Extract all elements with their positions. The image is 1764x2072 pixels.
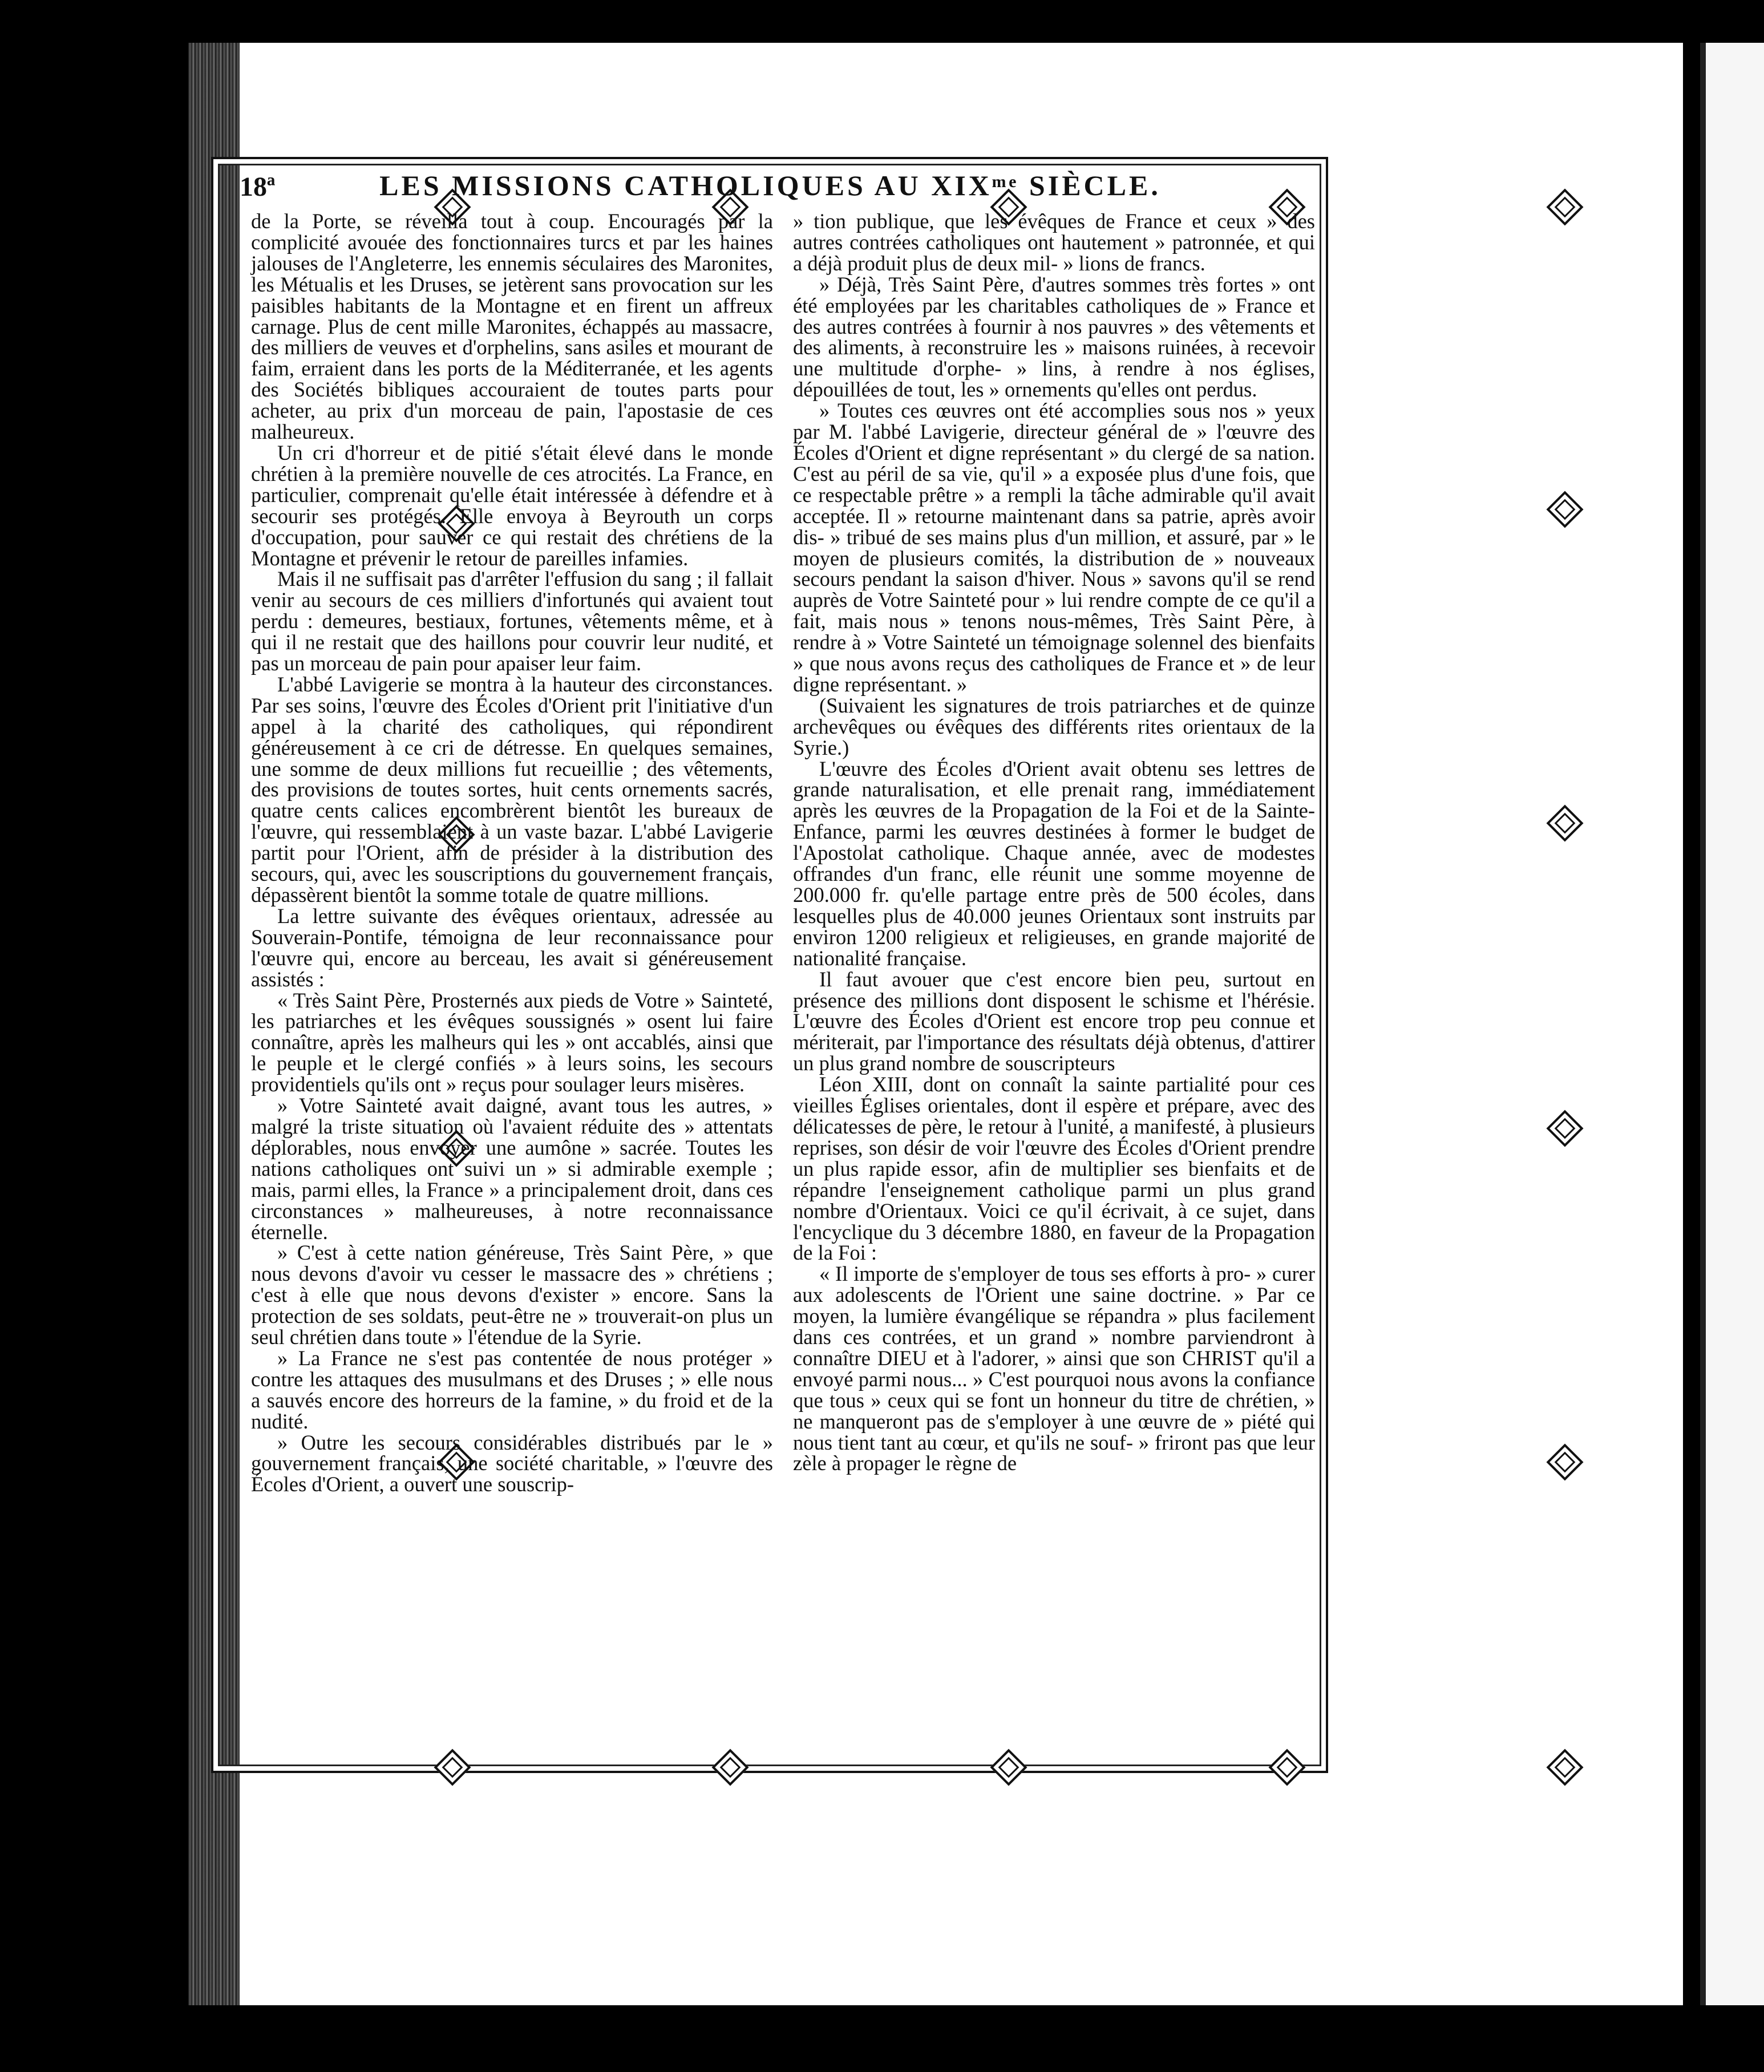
quoted-paragraph: « Très Saint Père, Prosternés aux pieds de Votre » Sainteté, les patriarches et les évêques soussignés » osent lui faire connaître, après les malheurs qui les » ont accablés, ainsi que le peuple et le clergé confiés » à leurs soins, les secours providentiels qu'ils ont » reçus pour soulager leurs misères.	[251, 988, 773, 1096]
quoted-paragraph: » Outre les secours considérables distribués par le » gouvernement français, une société charitable, » l'œuvre des Écoles d'Orient, a ouvert une souscrip-	[251, 1430, 773, 1496]
left-column	[251, 211, 773, 1495]
paragraph: de la Porte, se réveilla tout à coup. Encouragés par la complicité avouée des fonctionnaires turcs et par les haines jalouses de l'Angleterre, les ennemis séculaires des Maronites, les Métualis et les Druses, se jetèrent sans provocation sur les paisibles habitants de la Montagne et en firent un affreux carnage. Plus de cent mille Maronites, échappés au massacre, des milliers de veuves et d'orphelins, sans asiles et mourant de faim, erraient dans les ports de la Méditerranée, et les agents des Sociétés bibliques accouraient de toutes parts pour acheter, au prix d'un morceau de pain, l'apostasie de ces malheureux.	[251, 209, 773, 444]
paragraph: (Suivaient les signatures de trois patriarches et de quinze archevêques ou évêques des différents rites orientaux de la Syrie.)	[793, 693, 1315, 759]
paragraph: Il faut avouer que c'est encore bien peu, surtout en présence des millions dont disposent le schisme et l'hérésie. L'œuvre des Écoles d'Orient est encore trop peu connue et mériterait, par l'importance des résultats déjà obtenus, d'attirer un plus grand nombre de souscripteurs	[793, 967, 1315, 1075]
quoted-paragraph: » C'est à cette nation généreuse, Très Saint Père, » que nous devons d'avoir vu cesser le massacre des » chrétiens ; c'est à elle que nous devons d'exister » encore. Sans la protection de ses soldats, peut-être ne » trouverait-on plus un seul chrétien dans toute » l'étendue de la Syrie.	[251, 1241, 773, 1349]
quoted-paragraph: » tion publique, que les évêques de France et ceux » des autres contrées catholiques ont hautement » patronnée, et qui a déjà produit plus de deux mil- » lions de francs.	[793, 209, 1315, 275]
running-title: LES MISSIONS CATHOLIQUES AU XIXᵐᵉ SIÈCLE.	[379, 169, 1161, 201]
paragraph: Mais il ne suffisait pas d'arrêter l'effusion du sang ; il fallait venir au secours de ces milliers d'infortunés qui avaient tout perdu : demeures, bestiaux, fortunes, vêtements même, et à qui il ne restait que des haillons pour couvrir leur nudité, et pas un morceau de pain pour apaiser leur faim.	[251, 567, 773, 675]
paragraph: Un cri d'horreur et de pitié s'était élevé dans le monde chrétien à la première nouvelle de ces atrocités. La France, en particulier, comprenait qu'elle était intéressée à défendre et à secourir ses protégés. Elle envoya à Beyrouth un corps d'occupation, pour sauver ce qui restait des chrétiens de la Montagne et prévenir le retour de pareilles infamies.	[251, 440, 773, 570]
quoted-paragraph: » Votre Sainteté avait daigné, avant tous les autres, » malgré la triste situation où l'avaient réduite des » attentats déplorables, nous envoyer une aumône » sacrée. Toutes les nations catholiques ont suivi un » si admirable exemple ; mais, parmi elles, la France » a principalement droit, dans ces circonstances » malheureuses, à notre reconnaissance éternelle.	[251, 1094, 773, 1244]
facing-page-edge	[1700, 43, 1764, 2005]
paragraph: L'abbé Lavigerie se montra à la hauteur des circonstances. Par ses soins, l'œuvre des Écoles d'Orient prit l'initiative d'un appel à la charité des catholiques, qui répondirent généreusement à ce cri de détresse. En quelques semaines, une somme de deux millions fut recueillie ; des vêtements, des provisions de toutes sortes, huit cents ornements sacrés, quatre cents calices encombrèrent bientôt les bureaux de l'œuvre, qui ressemblaient à un vaste bazar. L'abbé Lavigerie partit pour l'Orient, afin de présider à la distribution des secours, qui, avec les souscriptions du gouvernement français, dépassèrent bientôt la somme totale de quatre millions.	[251, 672, 773, 906]
page-number: 18ª	[240, 172, 276, 202]
page-header	[240, 165, 1301, 211]
right-column	[793, 211, 1315, 1474]
quoted-paragraph: » Déjà, Très Saint Père, d'autres sommes très fortes » ont été employées par les charitables catholiques de » France et des autres contrées à fournir à nos pauvres » des vêtements et des aliments, à reconstruire les » maisons ruinées, à recevoir une multitude d'orphe- » lins, à rendre à nos églises, dépouillées de tout, les » ornements qu'elles ont perdus.	[793, 272, 1315, 402]
quoted-paragraph: » Toutes ces œuvres ont été accomplies sous nos » yeux par M. l'abbé Lavigerie, directeur général de » l'œuvre des Écoles d'Orient et digne représentant » du clergé de sa nation. C'est au péril de sa vie, qu'il » a exposée plus d'une fois, que ce respectable prêtre » a rempli la tâche admirable qu'il avait acceptée. Il » retourne maintenant dans sa patrie, après avoir dis- » tribué de ses mains plus d'un million, et assuré, par » le moyen de plusieurs comités, la distribution de » nouveaux secours pendant la saison d'hiver. Nous » savons qu'il se rend auprès de Votre Sainteté pour » lui rendre compte de ce qu'il a fait, mais nous » tenons nous-mêmes, Très Saint Père, à rendre à » Votre Sainteté un témoignage solennel des bienfaits » que nous avons reçus des catholiques de France et » de leur digne représentant. »	[793, 399, 1315, 696]
quoted-paragraph: » La France ne s'est pas contentée de nous protéger » contre les attaques des musulmans et des Druses ; » elle nous a sauvés encore des horreurs de la famine, » du froid et de la nudité.	[251, 1346, 773, 1433]
paragraph: Léon XIII, dont on connaît la sainte partialité pour ces vieilles Églises orientales, dont il espère et prépare, avec des délicatesses de père, le retour à l'unité, a manifesté, à plusieurs reprises, son désir de voir l'œuvre des Écoles d'Orient prendre un plus rapide essor, afin de multiplier ses bienfaits et de répandre l'enseignement catholique parmi un plus grand nombre d'Orientaux. Voici ce qu'il écrivait, à ce sujet, dans l'encyclique du 3 décembre 1880, en faveur de la Propagation de la Foi :	[793, 1073, 1315, 1265]
quoted-paragraph: « Il importe de s'employer de tous ses efforts à pro- » curer aux adolescents de l'Orient une saine doctrine. » Par ce moyen, la lumière évangélique se répandra » plus facilement dans ces contrées, et un grand » nombre parviendront à connaître DIEU et à l'adorer, » ainsi que son CHRIST qu'il a envoyé parmi nous... » C'est pourquoi nous avons la confiance que tous » ceux qui se font un honneur du titre de chrétien, » ne manqueront pas de s'employer à une œuvre de » piété qui nous tient tant au cœur, et qu'ils ne souf- » friront pas que leur zèle à propager le règne de	[793, 1262, 1315, 1475]
paragraph: L'œuvre des Écoles d'Orient avait obtenu ses lettres de grande naturalisation, et elle prenait rang, immédiatement après les œuvres de la Propagation de la Foi et de la Sainte-Enfance, parmi les œuvres destinées à former le budget de l'Apostolat catholique. Chaque année, avec de modestes offrandes d'un franc, elle réunit une somme moyenne de 200.000 fr. qu'elle partage entre près de 500 écoles, dans lesquelles plus de 40.000 jeunes Orientaux sont instruits par environ 1200 religieux et religieuses, en grande majorité de nationalité française.	[793, 756, 1315, 970]
paragraph: La lettre suivante des évêques orientaux, adressée au Souverain-Pontife, témoigna de leur reconnaissance pour l'œuvre qui, encore au berceau, les avait si généreusement assistés :	[251, 904, 773, 991]
